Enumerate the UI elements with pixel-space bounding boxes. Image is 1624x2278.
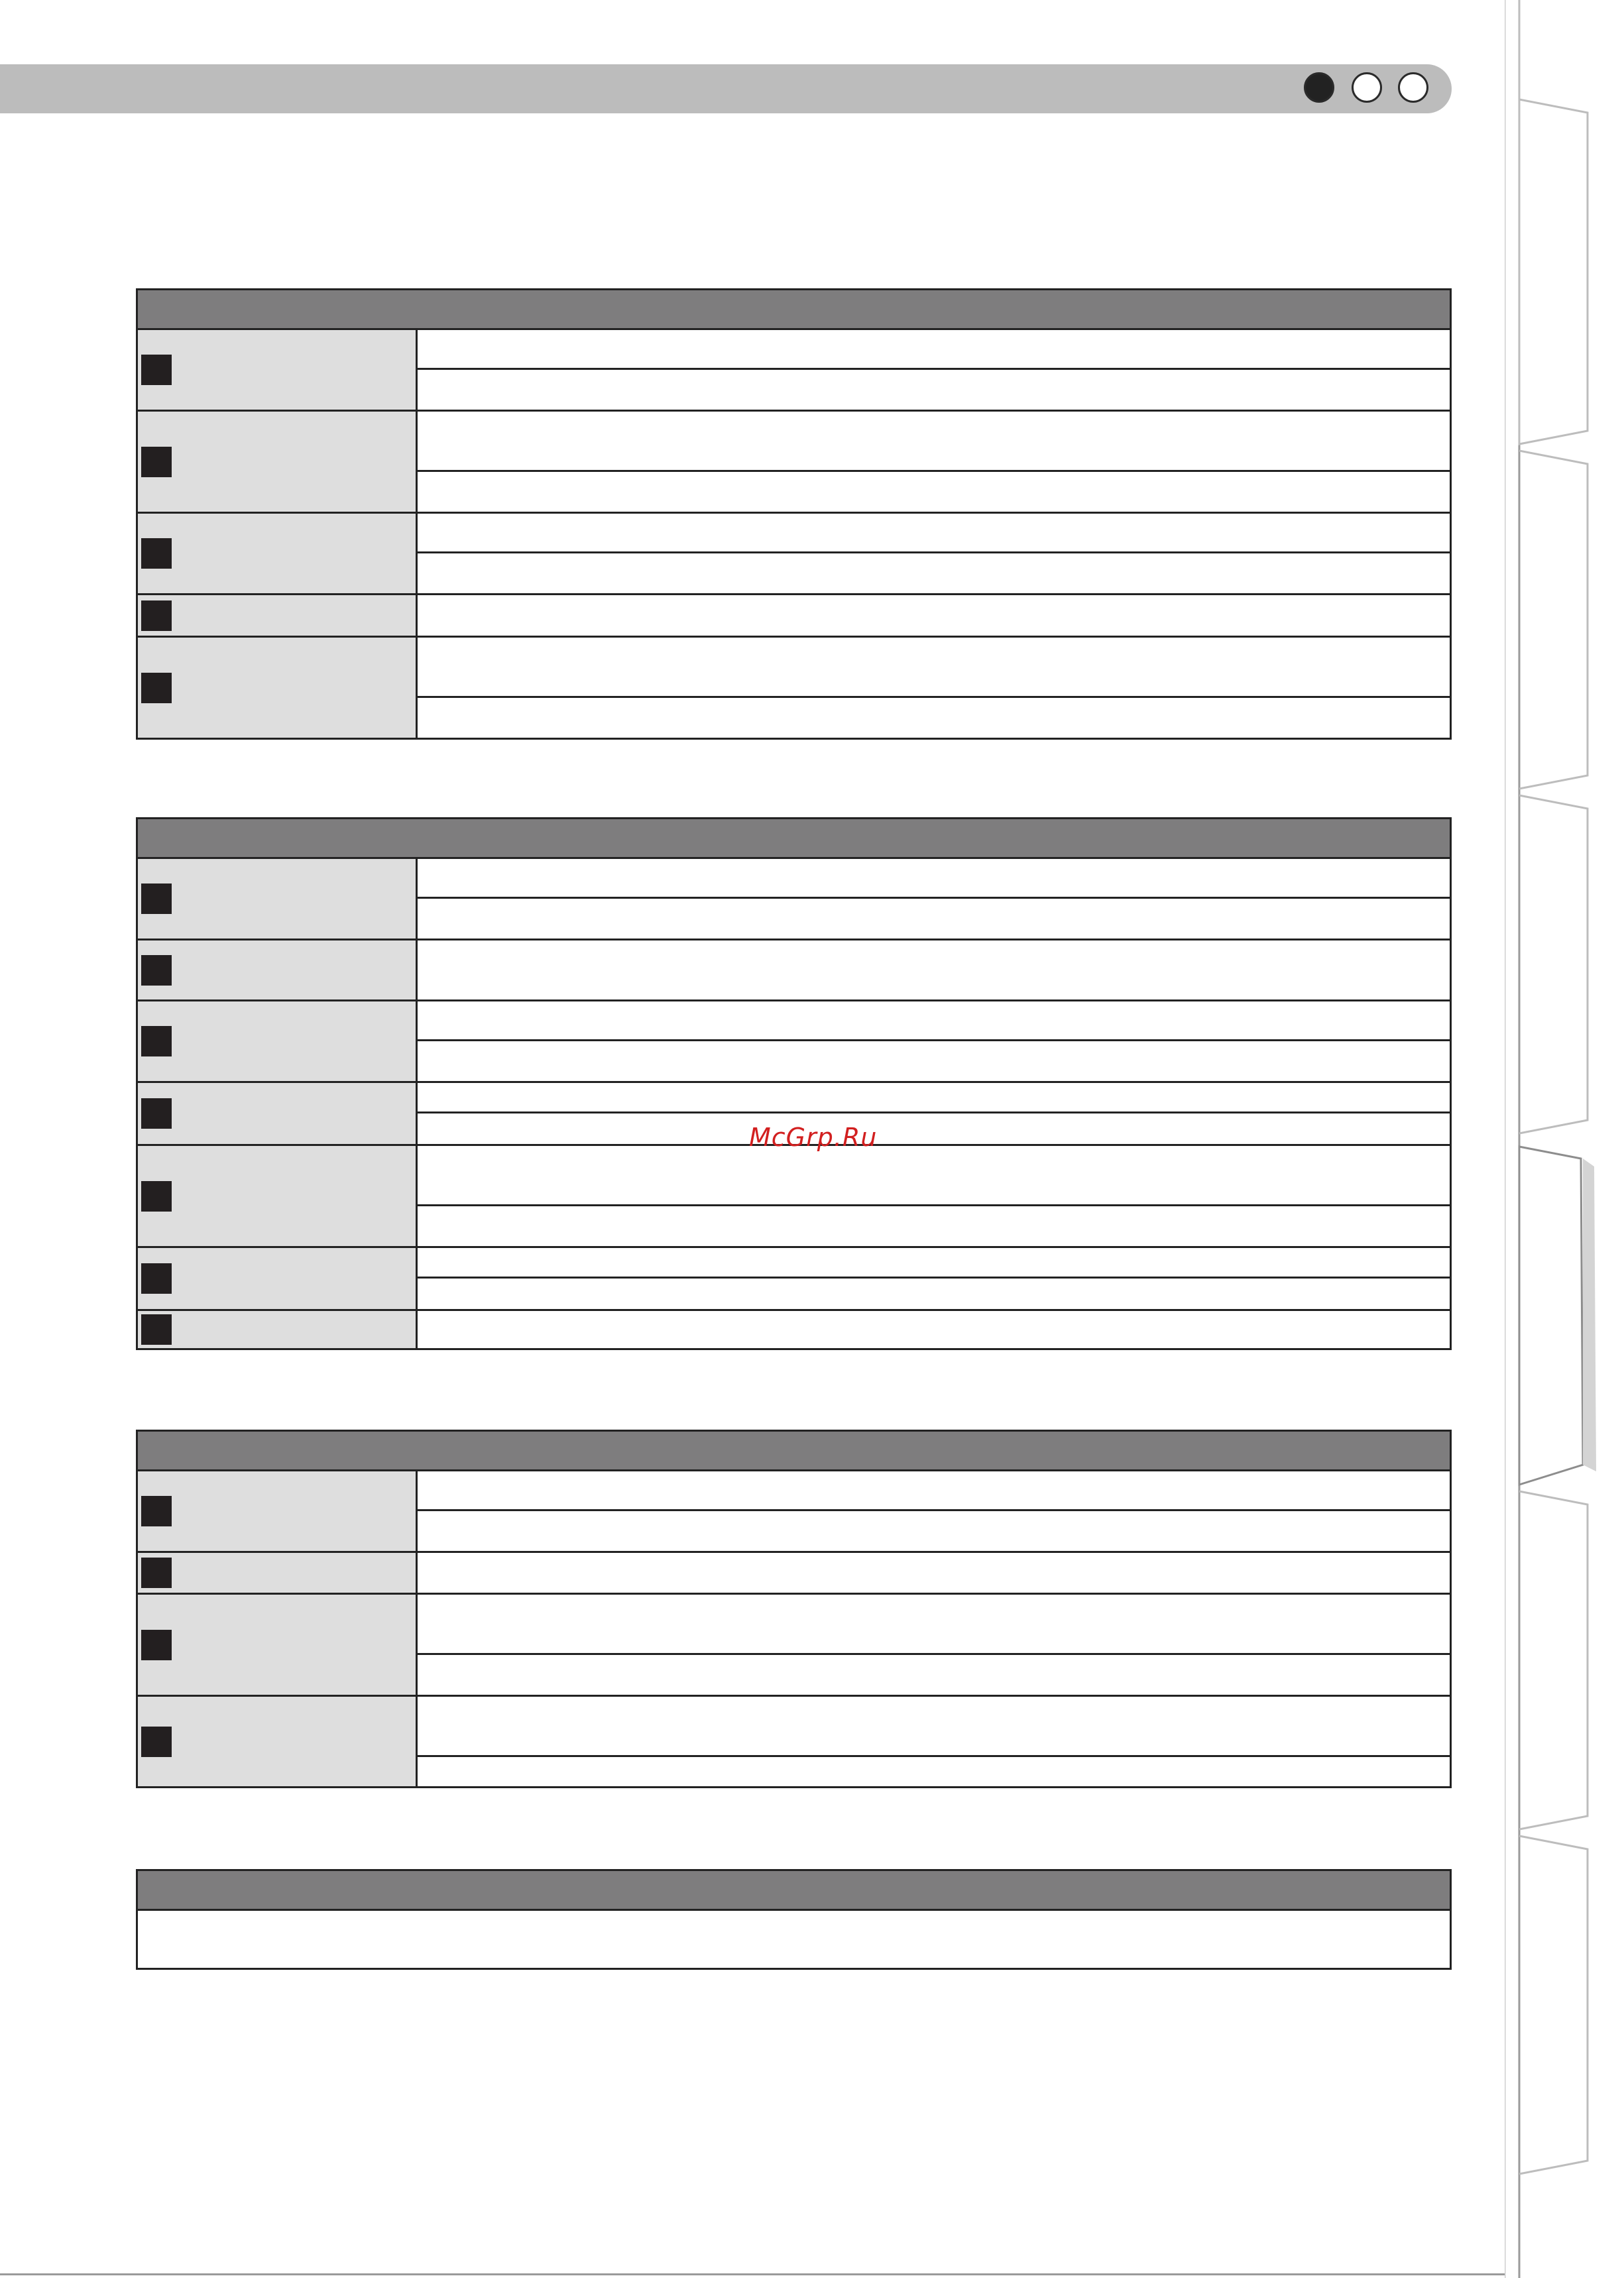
row-label-cell xyxy=(138,1697,418,1786)
table-header xyxy=(138,290,1450,330)
table-row xyxy=(138,1001,1450,1083)
row-label-cell xyxy=(138,1311,418,1348)
table-row xyxy=(138,638,1450,738)
value-line xyxy=(418,472,1450,512)
bottom-rule xyxy=(0,2273,1505,2275)
value-line xyxy=(418,514,1450,553)
row-marker xyxy=(141,355,172,385)
value-line xyxy=(418,1471,1450,1511)
row-label-cell xyxy=(138,1001,418,1081)
value-line xyxy=(418,859,1450,899)
table-row xyxy=(138,1311,1450,1348)
row-marker xyxy=(141,447,172,477)
table-row xyxy=(138,940,1450,1001)
value-line xyxy=(418,1595,1450,1655)
value-line xyxy=(418,1311,1450,1348)
page-dot-filled xyxy=(1304,72,1334,103)
value-line xyxy=(418,1511,1450,1551)
watermark: McGrp.Ru xyxy=(749,1123,878,1152)
row-marker xyxy=(141,1263,172,1294)
value-line xyxy=(418,1757,1450,1786)
value-line xyxy=(418,1553,1450,1593)
row-marker xyxy=(141,1098,172,1129)
value-line xyxy=(418,940,1450,999)
table-row xyxy=(138,330,1450,412)
value-line xyxy=(418,698,1450,738)
row-label-cell xyxy=(138,1146,418,1246)
header-band xyxy=(0,64,1452,113)
row-label-cell xyxy=(138,514,418,593)
value-line xyxy=(418,370,1450,410)
row-marker xyxy=(141,1026,172,1056)
value-line xyxy=(418,1697,1450,1757)
value-line xyxy=(418,1655,1450,1695)
value-line xyxy=(418,330,1450,370)
row-label-cell xyxy=(138,859,418,939)
table-row xyxy=(138,1553,1450,1595)
value-line xyxy=(418,899,1450,939)
row-marker xyxy=(141,600,172,631)
table-row xyxy=(138,595,1450,638)
row-marker xyxy=(141,1727,172,1757)
table-row xyxy=(138,514,1450,595)
table-row xyxy=(138,1248,1450,1311)
table-row xyxy=(138,1697,1450,1786)
row-label-cell xyxy=(138,940,418,999)
row-label-cell xyxy=(138,1553,418,1593)
row-marker xyxy=(141,538,172,569)
section-tab-active xyxy=(1519,1147,1583,1485)
page-dot-empty xyxy=(1398,72,1428,103)
value-line xyxy=(418,1083,1450,1113)
value-line xyxy=(418,412,1450,472)
row-marker xyxy=(141,955,172,986)
row-label-cell xyxy=(138,1083,418,1144)
row-marker xyxy=(141,673,172,703)
table-row xyxy=(138,1471,1450,1553)
table-row xyxy=(138,859,1450,940)
value-line xyxy=(418,1001,1450,1041)
value-line xyxy=(418,1146,1450,1206)
spec-table-3 xyxy=(136,1430,1452,1788)
page-dot-empty xyxy=(1352,72,1382,103)
row-label-cell xyxy=(138,1595,418,1695)
table-header xyxy=(138,1432,1450,1471)
row-label-cell xyxy=(138,412,418,512)
note-table xyxy=(136,1869,1452,1970)
spec-table-2 xyxy=(136,817,1452,1350)
table-row xyxy=(138,1146,1450,1248)
value-line xyxy=(418,638,1450,698)
row-label-cell xyxy=(138,1248,418,1309)
section-tabs xyxy=(1505,0,1624,2278)
row-label-cell xyxy=(138,638,418,738)
table-header xyxy=(138,819,1450,859)
value-line xyxy=(418,1113,1450,1144)
table-row xyxy=(138,1595,1450,1697)
row-marker xyxy=(141,1496,172,1526)
row-marker xyxy=(141,1314,172,1345)
table-header xyxy=(138,1871,1450,1911)
note-body xyxy=(138,1911,1450,1968)
value-line xyxy=(418,1206,1450,1246)
row-marker xyxy=(141,1181,172,1212)
value-line xyxy=(418,1279,1450,1309)
table-row xyxy=(138,412,1450,514)
value-line xyxy=(418,1248,1450,1279)
value-line xyxy=(418,595,1450,636)
row-marker xyxy=(141,883,172,914)
row-label-cell xyxy=(138,595,418,636)
row-label-cell xyxy=(138,330,418,410)
row-marker xyxy=(141,1630,172,1660)
value-line xyxy=(418,553,1450,593)
row-marker xyxy=(141,1558,172,1588)
value-line xyxy=(418,1041,1450,1081)
spec-table-1 xyxy=(136,288,1452,740)
row-label-cell xyxy=(138,1471,418,1551)
